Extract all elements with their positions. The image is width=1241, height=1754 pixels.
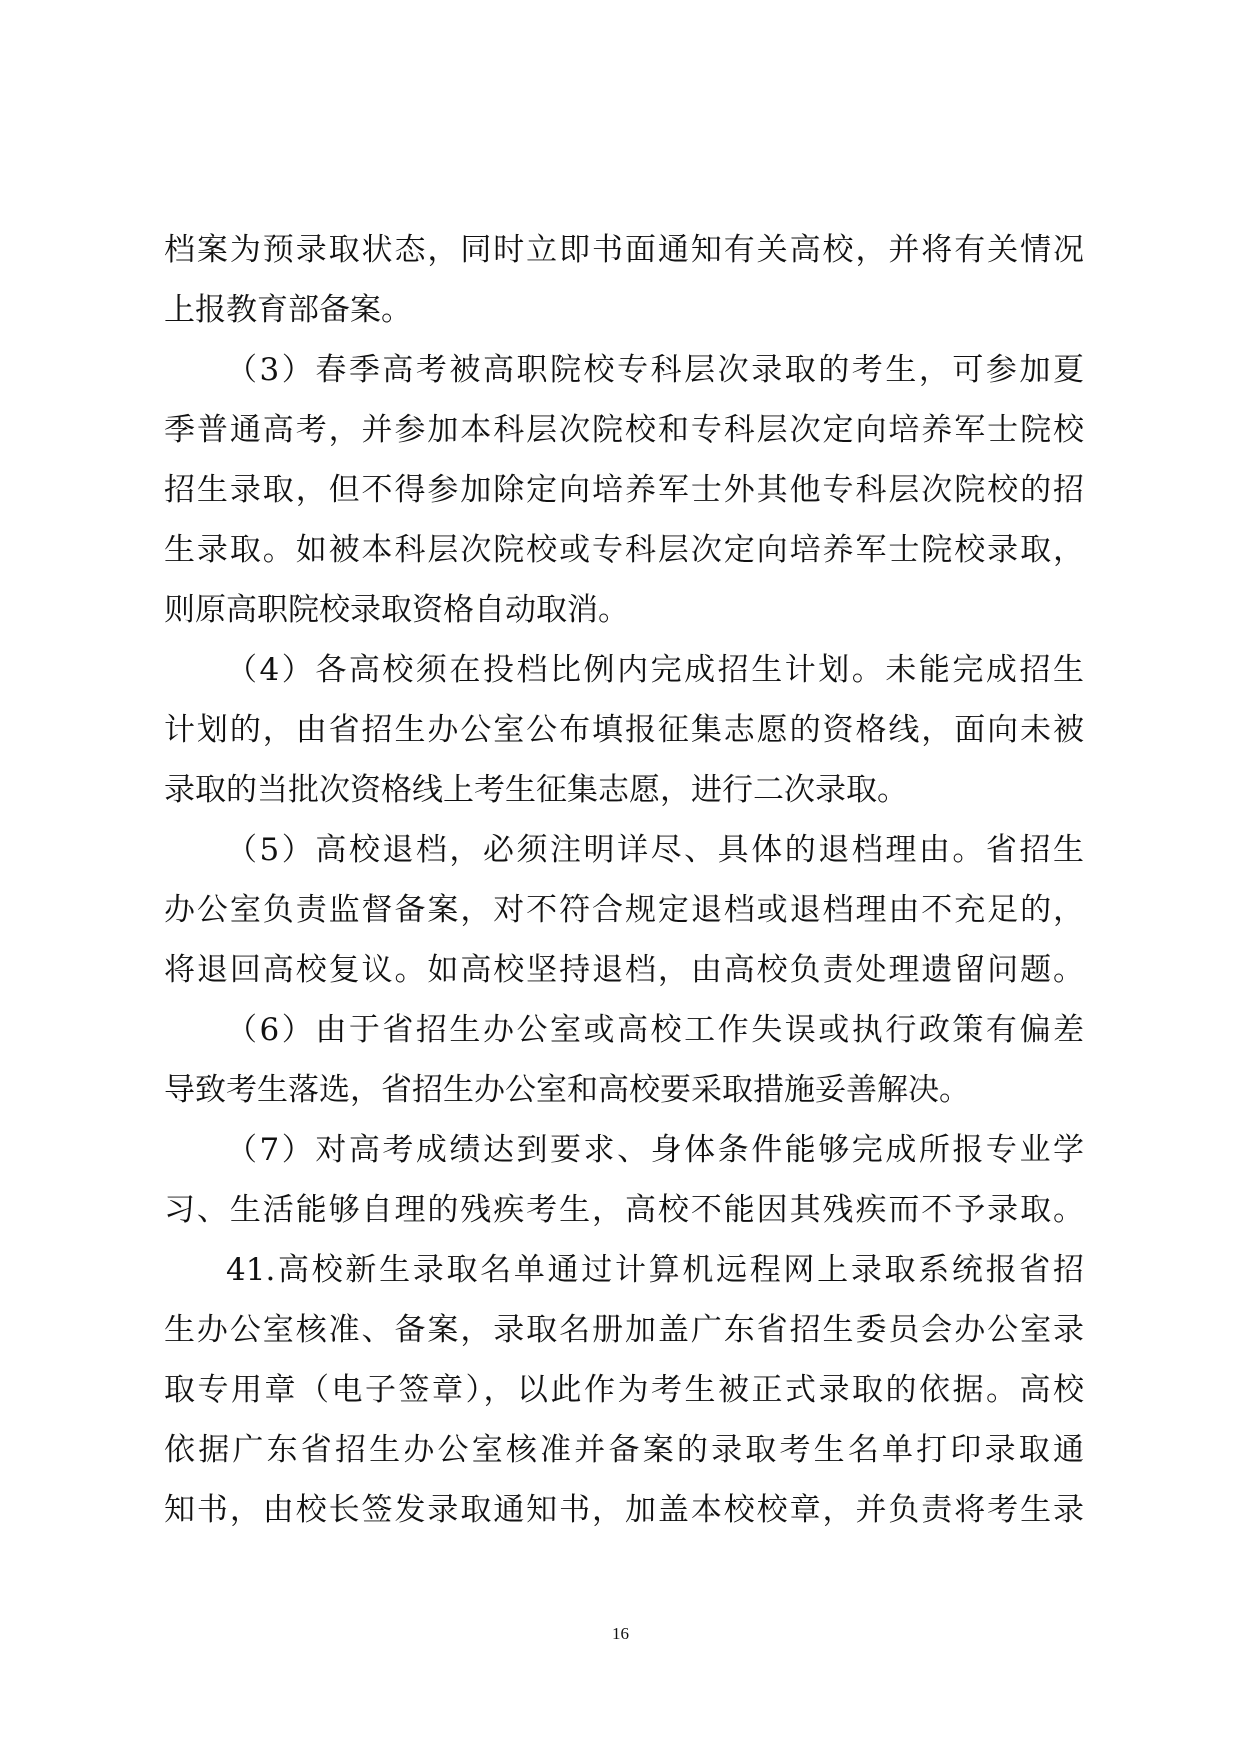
paragraph-line: 取专用章（电子签章），以此作为考生被正式录取的依据。高校: [164, 1372, 1084, 1408]
paragraph-line: （7）对高考成绩达到要求、身体条件能够完成所报专业学: [226, 1132, 1084, 1168]
paragraph-line: （6）由于省招生办公室或高校工作失误或执行政策有偏差: [226, 1012, 1084, 1048]
paragraph-line: （5）高校退档，必须注明详尽、具体的退档理由。省招生: [226, 832, 1084, 868]
paragraph-line: 招生录取，但不得参加除定向培养军士外其他专科层次院校的招: [164, 472, 1084, 508]
paragraph-line: 上报教育部备案。: [164, 292, 412, 328]
paragraph-line: 依据广东省招生办公室核准并备案的录取考生名单打印录取通: [164, 1432, 1084, 1468]
paragraph-line: 生录取。如被本科层次院校或专科层次定向培养军士院校录取，: [164, 532, 1084, 568]
page-number: 16: [612, 1624, 629, 1643]
paragraph-line: 导致考生落选，省招生办公室和高校要采取措施妥善解决。: [164, 1072, 970, 1108]
paragraph-line: 将退回高校复议。如高校坚持退档，由高校负责处理遗留问题。: [164, 952, 1084, 988]
paragraph-line: 办公室负责监督备案，对不符合规定退档或退档理由不充足的，: [164, 892, 1084, 928]
paragraph-line: 计划的，由省招生办公室公布填报征集志愿的资格线，面向未被: [164, 712, 1084, 748]
paragraph-line: 则原高职院校录取资格自动取消。: [164, 592, 629, 628]
paragraph-line: 生办公室核准、备案，录取名册加盖广东省招生委员会办公室录: [164, 1312, 1084, 1348]
paragraph-line: 习、生活能够自理的残疾考生，高校不能因其残疾而不予录取。: [164, 1192, 1084, 1228]
paragraph-line: （3）春季高考被高职院校专科层次录取的考生，可参加夏: [226, 352, 1084, 388]
paragraph-line: （4）各高校须在投档比例内完成招生计划。未能完成招生: [226, 652, 1084, 688]
paragraph-line: 录取的当批次资格线上考生征集志愿，进行二次录取。: [164, 772, 908, 808]
paragraph-line: 知书，由校长签发录取通知书，加盖本校校章，并负责将考生录: [164, 1492, 1084, 1528]
paragraph-line: 41.高校新生录取名单通过计算机远程网上录取系统报省招: [226, 1252, 1084, 1288]
paragraph-line: 档案为预录取状态，同时立即书面通知有关高校，并将有关情况: [164, 232, 1084, 268]
paragraph-line: 季普通高考，并参加本科层次院校和专科层次定向培养军士院校: [164, 412, 1084, 448]
